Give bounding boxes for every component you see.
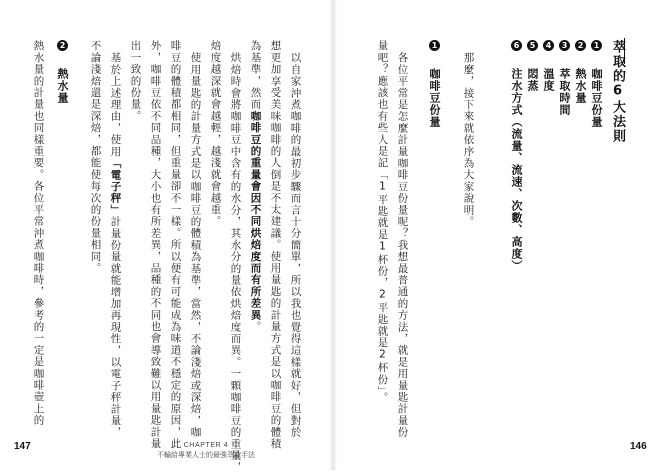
emphasis-text: 咖啡豆的重量會因不同烘焙度而有所差異: [249, 110, 262, 321]
book-gutter: [329, 0, 337, 470]
rule-item-text: 熱水量: [574, 68, 587, 104]
page-number-right: 146: [630, 441, 647, 452]
number-badge: 3: [560, 40, 569, 51]
emphasis-text: 「電子秤」: [109, 157, 122, 216]
rule-item-text: 溫度: [542, 68, 555, 92]
rule-item: [559, 40, 570, 116]
rule-item: [511, 40, 522, 272]
body-line: 熱水量的計量也同樣重要。各位平常沖煮咖啡時，參考的一定是咖啡壺上的: [32, 40, 45, 427]
rule-item-text: 悶蒸: [526, 68, 539, 92]
chapter-footer: [146, 441, 266, 461]
section-title: 萃取的6大法則: [610, 40, 625, 144]
number-badge: 5: [528, 40, 537, 51]
body-line: 烘焙時會將咖啡豆中含有的水分，其水分的量依烘焙度而異。一顆咖啡豆的重量，: [229, 52, 242, 473]
subsection-heading-text: 熱水量: [56, 68, 69, 104]
body-text: 為基準，然而: [249, 40, 262, 111]
body-text: 基於上述理由，使用: [109, 52, 122, 158]
body-line: 想更加享受美味咖啡的人倒是不太建議。使用量匙的計量方式是以咖啡豆的體積: [269, 40, 282, 450]
rule-item: [591, 40, 602, 128]
body-line: [110, 52, 121, 438]
body-line: [250, 40, 261, 333]
body-line: 焙度越深就會越輕，越淺就會越重。: [209, 40, 222, 228]
number-badge: 6: [512, 40, 521, 51]
rule-item: [575, 40, 586, 104]
number-badge: 2: [58, 40, 67, 51]
rule-item: [543, 40, 554, 92]
chapter-subtitle: 不輸給專業人士的最強萃取手法: [157, 452, 255, 459]
subsection-heading: [57, 40, 68, 104]
body-text: 計量份量就能增加再現性，以電子秤計量，: [109, 215, 122, 439]
subsection-heading-text: 咖啡豆份量: [428, 68, 441, 128]
rule-item: [527, 40, 538, 92]
rule-item-text: 咖啡豆份量: [590, 68, 603, 128]
subsection-heading: [429, 40, 440, 128]
rule-item-text: 注水方式（流量、流速、次數、高度）: [510, 68, 523, 272]
page-number-left: 147: [14, 441, 31, 452]
body-line: 不論淺焙還是深焙，都能使每次的份量相同。: [89, 40, 102, 274]
number-badge: 1: [592, 40, 601, 51]
intro-paragraph: 那麼，接下來就依序為大家說明。: [462, 52, 475, 228]
chapter-label: CHAPTER 4: [183, 442, 229, 449]
body-line: 以自家沖煮咖啡的最初步驟而言十分簡單，所以我也覺得這樣就好，但對於: [289, 52, 302, 439]
body-text: 。: [249, 320, 262, 333]
body-line: 各位平常是怎麼計量咖啡豆份量呢？我想最普通的方法，就是用量匙計量份: [396, 52, 409, 439]
number-badge: 2: [576, 40, 585, 51]
body-line: 出一致的份量。: [129, 40, 142, 122]
body-line: 量吧？應該也有些人是記「1平匙就是1杯份，2平匙就是2杯份」。: [376, 40, 389, 404]
body-line: 使用量匙的計量方式是以咖啡豆的體積為基準，當然，不論淺焙或深焙，咖: [189, 52, 202, 439]
body-line: 啡豆的體積都相同，但重量卻不一樣。所以便有可能成為味道不穩定的原因，此: [169, 40, 182, 450]
rule-item-text: 萃取時間: [558, 68, 571, 116]
number-badge: 1: [430, 40, 439, 51]
body-line: 外，咖啡豆依不同品種，大小也有所差異，品種的不同也會導致難以用量匙計量: [149, 40, 162, 450]
number-badge: 4: [544, 40, 553, 51]
